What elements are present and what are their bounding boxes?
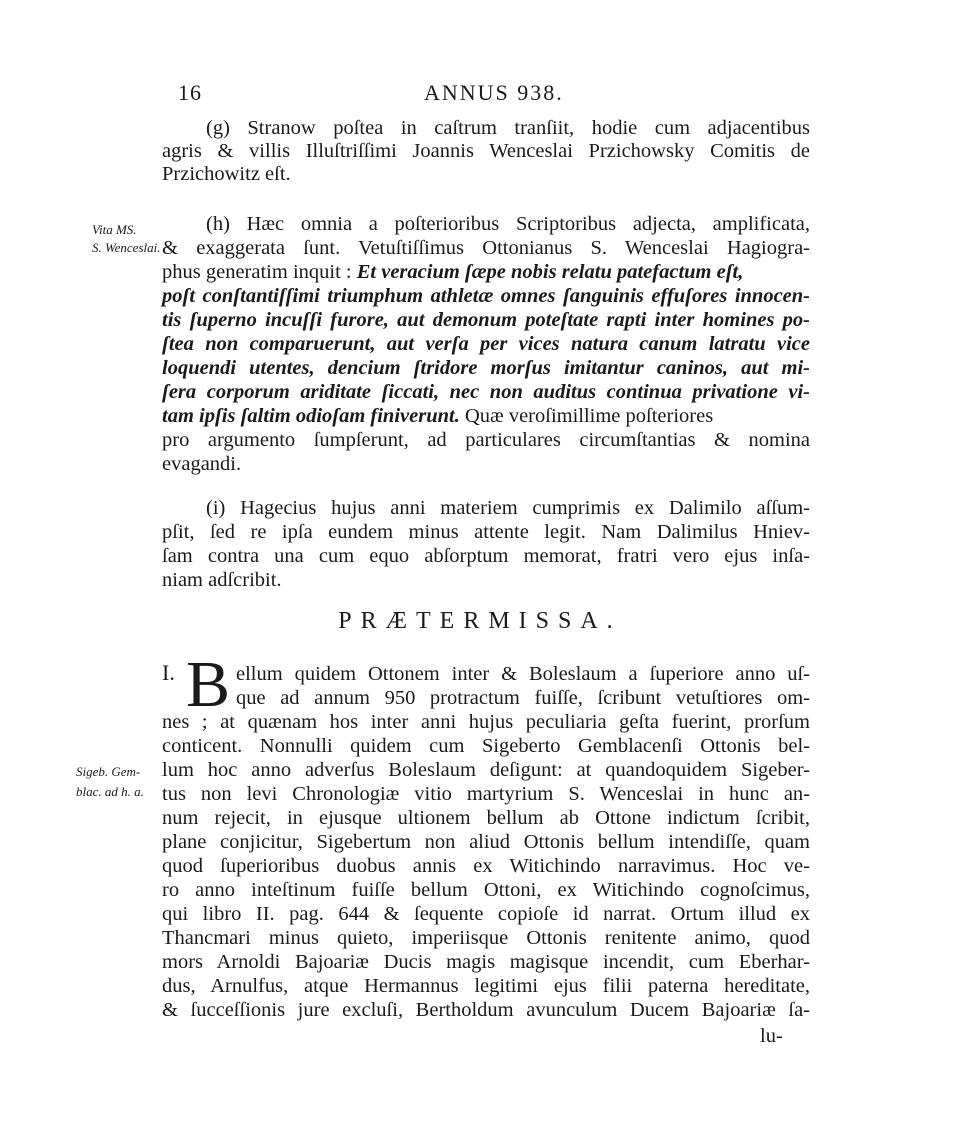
plain-text: Quæ veroſimillime poſteriores (459, 405, 714, 427)
quotation-text: tam ipſis ſaltim odioſam finiverunt. (162, 405, 460, 427)
body-line: mors Arnoldi Bajoariæ Ducis magis magisque incendit, cum Eberhar- (162, 951, 810, 973)
footnote-i-line: pſit, ſed re ipſa eundem minus attente legit. Nam Dalimilus Hniev- (162, 521, 810, 543)
catchword: lu- (760, 1025, 783, 1047)
footnote-h-line: (h) Hæc omnia a poſterioribus Scriptoribus adjecta, amplificata, (206, 213, 810, 235)
footnote-h-line (162, 260, 810, 284)
footnote-h-line: & exaggerata ſunt. Vetuſtiſſimus Ottonianus S. Wenceslai Hagiogra- (162, 237, 810, 259)
margin-reference: blac. ad h. a. (76, 784, 144, 799)
footnote-i-line: niam adſcribit. (162, 569, 282, 591)
footnote-g-line: Przichowitz eſt. (162, 163, 291, 185)
footnote-g-line: (g) Stranow poſtea in caſtrum tranſiit, hodie cum adjacentibus (206, 117, 810, 139)
footnote-i-line: (i) Hagecius hujus anni materiem cumprimis ex Dalimilo aſſum- (206, 497, 810, 519)
body-line: qui libro II. pag. 644 & ſequente copioſe id narrat. Ortum illud ex (162, 903, 810, 925)
margin-reference: Sigeb. Gem- (76, 764, 141, 779)
footnote-h-line (162, 404, 810, 428)
quotation-text: Et veracium ſæpe nobis relatu patefactum eſt, (356, 261, 744, 283)
body-line: lum hoc anno adverſus Boleslaum deſigunt: at quandoquidem Sigeber- (162, 759, 810, 781)
quotation-line: ſera corporum ariditate ſiccati, nec non auditus continua privatione vi- (162, 381, 810, 403)
body-line: dus, Arnulfus, atque Hermannus legitimi ejus filii paterna hereditate, (162, 975, 810, 997)
paragraph-number: I. (162, 660, 175, 685)
margin-reference: Vita MS. (92, 222, 137, 237)
quotation-line: loquendi utentes, dencium ſtridore morſus imitantur caninos, aut mi- (162, 357, 810, 379)
body-line: ro anno inteſtinum fuiſſe bellum Ottoni, ex Witichindo cognoſcimus, (162, 879, 810, 901)
footnote-h-line: pro argumento ſumpſerunt, ad particulares circumſtantias & nomina (162, 429, 810, 451)
margin-reference: S. Wenceslai. (92, 240, 161, 255)
quotation-line: ſtea non comparuerunt, aut verſa per vices natura canum latratu vice (162, 333, 810, 355)
body-line: quod ſuperioribus duobus annis ex Witichindo narravimus. Hoc ve- (162, 855, 810, 877)
quotation-line: poſt conſtantiſſimi triumphum athletæ omnes ſanguinis effuſores innocen- (162, 285, 810, 307)
body-line: num rejecit, in ejusque ultionem bellum ab Ottone indictum ſcribit, (162, 807, 810, 829)
body-line: nes ; at quænam hos inter anni hujus peculiaria geſta fuerint, prorſum (162, 711, 810, 733)
footnote-h-line: evagandi. (162, 453, 242, 475)
quotation-line: tis ſuperno incuſſi furore, aut demonum poteſtate rapti inter homines po- (162, 309, 810, 331)
body-line: ellum quidem Ottonem inter & Boleslaum a ſuperiore anno uſ- (236, 663, 810, 685)
page-number: 16 (178, 80, 202, 105)
footnote-i-line: ſam contra una cum equo abſorptum memorat, fratri vero ejus inſa- (162, 545, 810, 567)
footnote-g-line: agris & villis Illuſtriſſimi Joannis Wenceslai Przichowsky Comitis de (162, 140, 810, 162)
body-line: & ſucceſſionis jure excluſi, Bertholdum avunculum Ducem Bajoariæ ſa- (162, 999, 810, 1021)
body-line: tus non levi Chronologiæ vitio martyrium S. Wenceslai in hunc an- (162, 783, 810, 805)
body-line: Thancmari minus quieto, imperiisque Ottonis renitente animo, quod (162, 927, 810, 949)
section-title: PRÆTERMISSA. (338, 608, 622, 634)
drop-cap: B (186, 648, 231, 721)
body-line: plane conjicitur, Sigebertum non aliud Ottonis bellum intendiſſe, quam (162, 831, 810, 853)
body-line: que ad annum 950 protractum fuiſſe, ſcribunt vetuſtiores om- (236, 687, 810, 709)
body-line: conticent. Nonnulli quidem cum Sigeberto Gemblacenſi Ottonis bel- (162, 735, 810, 757)
plain-text: phus generatim inquit : (162, 261, 357, 283)
running-title: ANNUS 938. (424, 80, 564, 105)
